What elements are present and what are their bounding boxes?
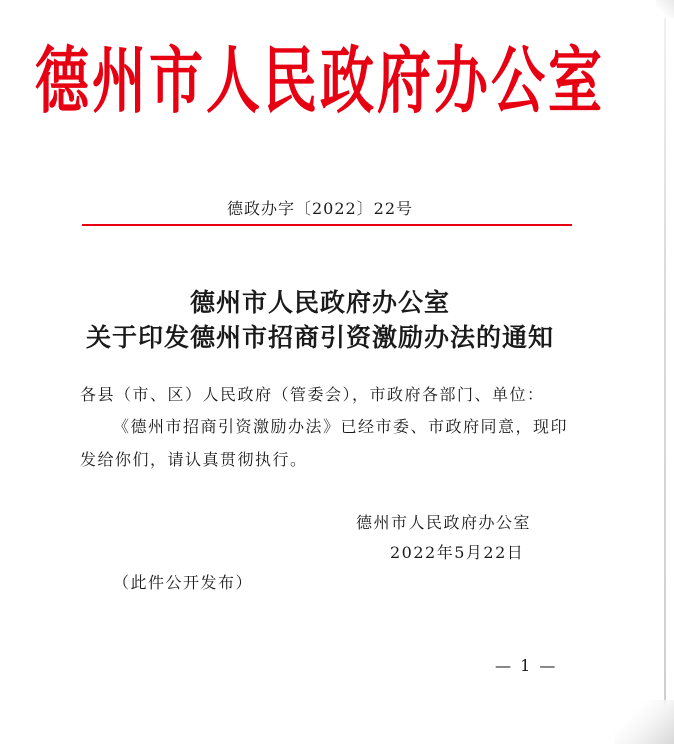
page-corner-curl-top [656,0,674,18]
document-title-line-1: 德州市人民政府办公室 [189,288,450,317]
issuer-signature: 德州市人民政府办公室 [356,513,532,532]
issue-date: 2022年5月22日 [390,543,525,562]
page-corner-curl-bottom [614,700,674,744]
red-header-title: 德州市人民政府办公室 [35,37,605,124]
body-paragraph-line-1: 《德州市招商引资激励办法》已经市委、市政府同意，现印 [113,417,569,436]
document-number: 德政办字〔2022〕22号 [226,199,414,218]
page-edge-shadow [664,0,666,744]
page-number: — 1 — [495,656,558,675]
red-divider-line [82,224,572,226]
release-note: （此件公开发布） [113,573,254,592]
document-title-line-2: 关于印发德州市招商引资激励办法的通知 [85,323,554,352]
salutation: 各县（市、区）人民政府（管委会），市政府各部门、单位： [80,385,545,404]
body-paragraph-line-2: 发给你们，请认真贯彻执行。 [80,450,308,469]
